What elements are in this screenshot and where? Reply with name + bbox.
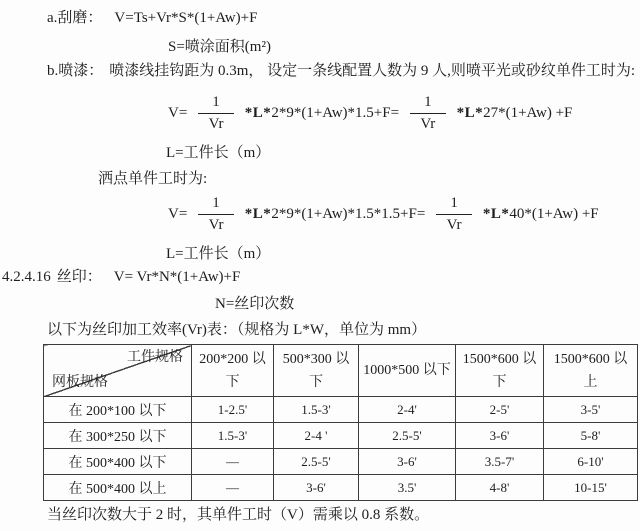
line-table-intro: 以下为丝印加工效率(Vr)表：（规格为 L*W，单位为 mm） (47, 322, 427, 338)
table-cell: 3-5' (544, 397, 638, 423)
table-cell: 1.5-3' (274, 397, 359, 423)
line-n-definition: N=丝印次数 (215, 296, 295, 312)
silkprint-label: 丝印： (56, 269, 102, 285)
line-coefficient-note: 当丝印次数大于 2 时，其单件工时（V）需乘以 0.8 系数。 (47, 507, 430, 523)
table-cell: 3.5' (359, 475, 456, 501)
table-cell: 2-5' (456, 397, 544, 423)
row-label: 在 300*250 以下 (44, 423, 192, 449)
table-header-row (44, 345, 638, 397)
table-cell: 4-8' (456, 475, 544, 501)
silkprint-number: 4.2.4.16 (2, 269, 51, 285)
silkprint-formula: V= Vr*N*(1+Aw)+F (113, 269, 241, 285)
table-cell: 5-8' (544, 423, 638, 449)
corner-screen-spec: 网板规格 (52, 375, 108, 390)
column-header: 200*200 以下 (192, 345, 274, 397)
scrape-label: a.刮磨： (47, 10, 103, 26)
table-cell: 1-2.5' (192, 397, 274, 423)
fraction-numerator: 1 (436, 195, 472, 215)
table-cell: 2-4 ' (274, 423, 359, 449)
row-label: 在 200*100 以下 (44, 397, 192, 423)
corner-workpiece-spec: 工件规格 (127, 350, 183, 365)
table-cell: 2.5-5' (359, 423, 456, 449)
expr2-text: 27*(1+Aw) +F (483, 104, 573, 121)
table-cell: 10-15' (544, 475, 638, 501)
fraction-denominator: Vr (208, 115, 224, 132)
column-header: 1500*600 以上 (544, 345, 638, 397)
table-cell: 3-6' (456, 423, 544, 449)
bold-l-term: *L* (456, 104, 484, 121)
table-cell: 3.5-7' (456, 449, 544, 475)
fraction-numerator: 1 (410, 94, 446, 114)
line-paint (47, 62, 635, 81)
table-cell: 2-4' (359, 397, 456, 423)
table-row (44, 449, 638, 475)
fraction-numerator: 1 (198, 94, 234, 114)
scrape-formula: V=Ts+Vr*S*(1+Aw)+F (114, 10, 258, 26)
formula-sprinkle-expr2 (483, 206, 599, 223)
table-row (44, 397, 638, 423)
table-cell: 1.5-3' (192, 423, 274, 449)
expr2-text: 40*(1+Aw) +F (509, 205, 599, 222)
fraction-denominator: Vr (420, 115, 436, 132)
table-cell: 6-10' (544, 449, 638, 475)
vr-efficiency-table (43, 344, 638, 501)
row-label: 在 500*400 以上 (44, 475, 192, 501)
formula-sprinkle-lhs: V= (168, 205, 188, 222)
column-header: 1500*600 以下 (456, 345, 544, 397)
table-cell: — (192, 475, 274, 501)
formula-sprinkle (168, 191, 599, 237)
bold-l-term: *L* (244, 205, 272, 222)
expr1-text: 2*9*(1+Aw)*1.5*1.5+F= (271, 205, 426, 222)
line-l-definition-1: L=工件长（m） (166, 145, 271, 161)
column-header: 1000*500 以下 (359, 345, 456, 397)
paint-label: b.喷漆： (47, 63, 104, 79)
line-l-definition-2: L=工件长（m） (166, 246, 271, 262)
column-header: 500*300 以下 (274, 345, 359, 397)
bold-l-term: *L* (482, 205, 510, 222)
fraction-1-over-vr (198, 195, 234, 234)
line-silkprint (2, 268, 240, 287)
table-cell: 3-6' (274, 475, 359, 501)
table-row (44, 423, 638, 449)
fraction-1-over-vr (198, 94, 234, 133)
row-label: 在 500*400 以下 (44, 449, 192, 475)
table-corner-cell (44, 345, 192, 397)
fraction-denominator: Vr (208, 216, 224, 233)
formula-sprinkle-expr1 (245, 206, 426, 223)
line-sprinkle-label: 洒点单件工时为: (98, 171, 208, 187)
formula-flat-lhs: V= (168, 104, 188, 121)
table-cell: 3-6' (359, 449, 456, 475)
fraction-denominator: Vr (446, 216, 462, 233)
line-scrape (47, 9, 257, 28)
fraction-numerator: 1 (198, 195, 234, 215)
expr1-text: 2*9*(1+Aw)*1.5+F= (271, 104, 400, 121)
table-row (44, 475, 638, 501)
table-cell: — (192, 449, 274, 475)
formula-flat-expr1 (245, 105, 399, 122)
formula-flat-paint (168, 90, 572, 136)
formula-flat-expr2 (457, 105, 573, 122)
paint-intro: 喷漆线挂钩距为 0.3m， 设定一条线配置人数为 9 人,则喷平光或砂纹单件工时为: (109, 63, 636, 79)
fraction-1-over-vr (436, 195, 472, 234)
table-cell: 2.5-5' (274, 449, 359, 475)
line-s-definition: S=喷涂面积(m²) (168, 39, 271, 55)
bold-l-term: *L* (244, 104, 272, 121)
fraction-1-over-vr (410, 94, 446, 133)
